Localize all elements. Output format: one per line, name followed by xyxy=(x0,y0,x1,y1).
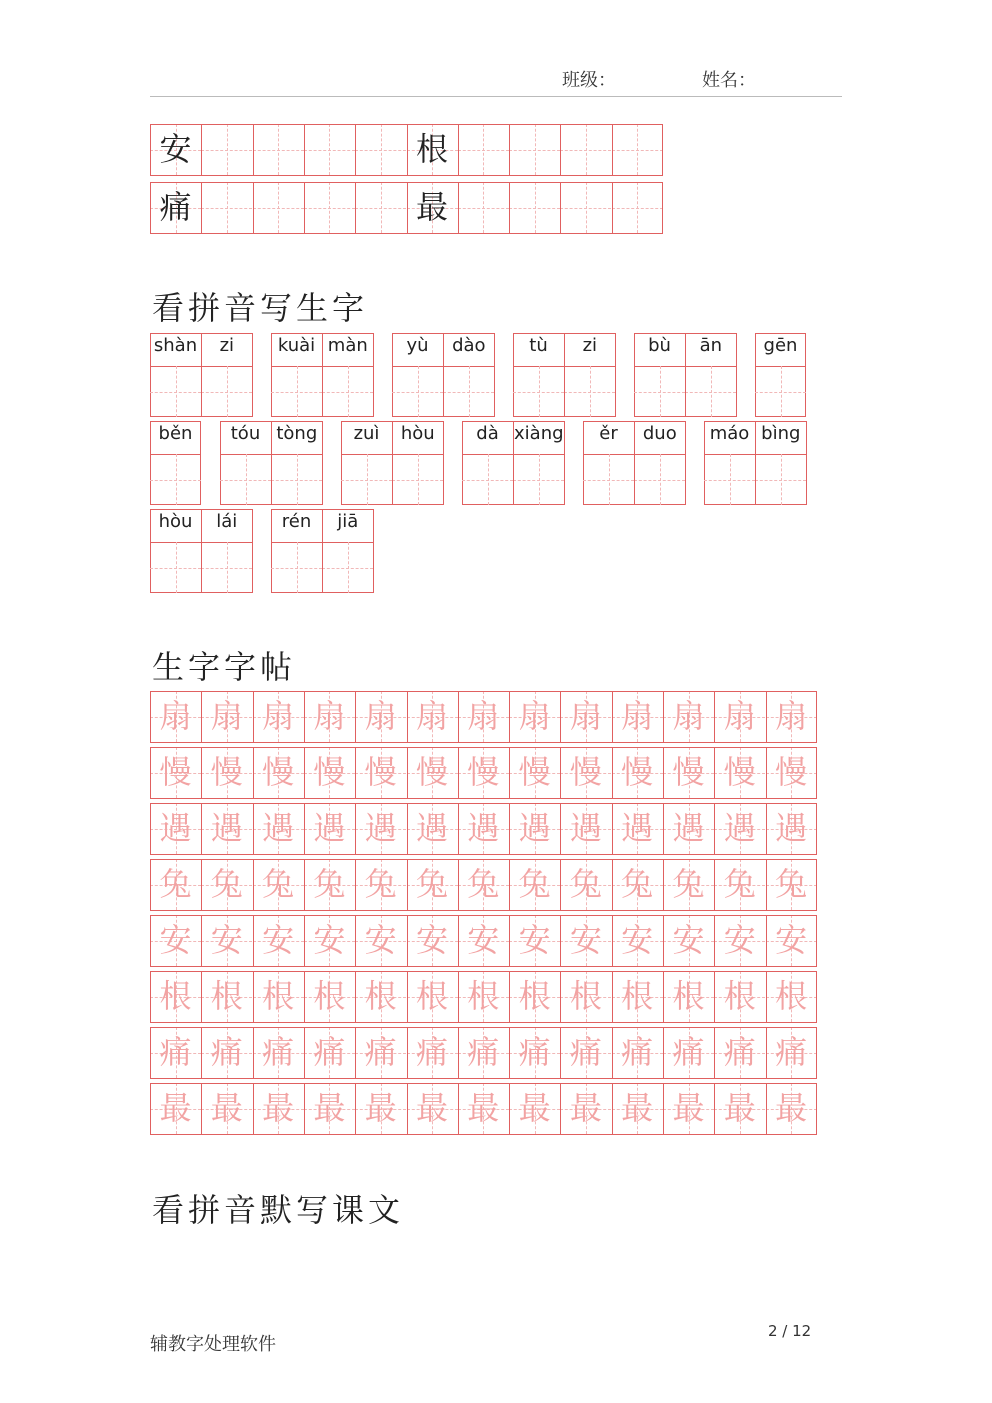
grid-cell xyxy=(150,366,201,417)
hanzi-char: 最 xyxy=(621,1089,654,1127)
grid-divider xyxy=(509,182,510,234)
grid-divider xyxy=(458,124,459,176)
grid-divider xyxy=(201,124,202,176)
grid-cell xyxy=(583,454,634,505)
hanzi-char: 根 xyxy=(364,977,397,1015)
hanzi-char: 安 xyxy=(775,921,808,959)
hanzi-char: 最 xyxy=(313,1089,346,1127)
hanzi-char: 安 xyxy=(672,921,705,959)
hanzi-char: 痛 xyxy=(518,1033,551,1071)
hanzi-char: 扇 xyxy=(723,697,756,735)
hanzi-char: 根 xyxy=(467,977,500,1015)
pinyin-syllable: ěr xyxy=(599,423,618,444)
pinyin-syllable: bìng xyxy=(761,423,801,444)
pinyin-syllable: hòu xyxy=(158,511,193,532)
hanzi-char: 遇 xyxy=(569,809,602,847)
hanzi-char: 安 xyxy=(467,921,500,959)
hanzi-char: 最 xyxy=(467,1089,500,1127)
hanzi-char: 扇 xyxy=(313,697,346,735)
grid-cell xyxy=(513,454,564,505)
hanzi-char: 兔 xyxy=(467,865,500,903)
pinyin-syllable: zi xyxy=(582,335,598,356)
hanzi-char: 兔 xyxy=(775,865,808,903)
hanzi-char: 慢 xyxy=(313,753,346,791)
pinyin-syllable: zuì xyxy=(353,423,380,444)
hanzi-char: 遇 xyxy=(723,809,756,847)
grid-divider xyxy=(458,182,459,234)
hanzi-char: 安 xyxy=(210,921,243,959)
hanzi-char: 痛 xyxy=(262,1033,295,1071)
hanzi-char: 痛 xyxy=(364,1033,397,1071)
hanzi-char: 安 xyxy=(159,921,192,959)
pinyin-syllable: xiàng xyxy=(514,423,564,444)
class-label: 班级： xyxy=(562,70,616,91)
grid-divider xyxy=(612,124,613,176)
hanzi-char: 最 xyxy=(672,1089,705,1127)
hanzi-char: 扇 xyxy=(518,697,551,735)
grid-divider xyxy=(304,124,305,176)
hanzi-char: 痛 xyxy=(621,1033,654,1071)
hanzi-char: 遇 xyxy=(775,809,808,847)
hanzi-char: 痛 xyxy=(467,1033,500,1071)
header-divider xyxy=(150,96,842,97)
pinyin-syllable: ān xyxy=(699,335,723,356)
hanzi-char: 安 xyxy=(518,921,551,959)
hanzi-char: 根 xyxy=(672,977,705,1015)
page-number: 2 / 12 xyxy=(768,1322,812,1340)
grid-cell xyxy=(755,454,806,505)
hanzi-char: 慢 xyxy=(159,753,192,791)
grid-divider xyxy=(509,124,510,176)
hanzi-char: 兔 xyxy=(518,865,551,903)
pinyin-syllable: zi xyxy=(219,335,235,356)
hanzi-char: 慢 xyxy=(723,753,756,791)
hanzi-char: 慢 xyxy=(569,753,602,791)
hanzi-char: 扇 xyxy=(364,697,397,735)
grid-divider xyxy=(253,182,254,234)
hanzi-char: 遇 xyxy=(518,809,551,847)
grid-cell xyxy=(341,454,392,505)
grid-divider xyxy=(355,124,356,176)
grid-divider xyxy=(612,182,613,234)
hanzi-char: 根 xyxy=(415,130,448,168)
hanzi-char: 遇 xyxy=(415,809,448,847)
hanzi-char: 最 xyxy=(569,1089,602,1127)
grid-cell xyxy=(685,366,736,417)
hanzi-char: 痛 xyxy=(210,1033,243,1071)
footer-software: 辅教字处理软件 xyxy=(150,1334,276,1355)
hanzi-char: 遇 xyxy=(313,809,346,847)
hanzi-char: 扇 xyxy=(159,697,192,735)
hanzi-char: 慢 xyxy=(415,753,448,791)
grid-cell xyxy=(322,366,373,417)
hanzi-char: 遇 xyxy=(467,809,500,847)
hanzi-char: 根 xyxy=(621,977,654,1015)
grid-divider xyxy=(201,182,202,234)
hanzi-char: 慢 xyxy=(364,753,397,791)
hanzi-char: 慢 xyxy=(467,753,500,791)
pinyin-syllable: dà xyxy=(476,423,499,444)
hanzi-char: 根 xyxy=(262,977,295,1015)
hanzi-char: 兔 xyxy=(672,865,705,903)
hanzi-char: 兔 xyxy=(313,865,346,903)
hanzi-char: 扇 xyxy=(672,697,705,735)
hanzi-char: 慢 xyxy=(775,753,808,791)
hanzi-char: 最 xyxy=(775,1089,808,1127)
hanzi-char: 扇 xyxy=(569,697,602,735)
pinyin-syllable: máo xyxy=(709,423,750,444)
pinyin-syllable: lái xyxy=(216,511,238,532)
hanzi-char: 最 xyxy=(723,1089,756,1127)
grid-cell xyxy=(271,454,322,505)
hanzi-char: 最 xyxy=(415,188,448,226)
hanzi-char: 痛 xyxy=(159,1033,192,1071)
hanzi-char: 根 xyxy=(518,977,551,1015)
hanzi-char: 遇 xyxy=(210,809,243,847)
hanzi-char: 慢 xyxy=(672,753,705,791)
hanzi-char: 遇 xyxy=(621,809,654,847)
grid-cell xyxy=(271,542,322,593)
pinyin-syllable: kuài xyxy=(277,335,316,356)
hanzi-char: 兔 xyxy=(415,865,448,903)
pinyin-syllable: hòu xyxy=(400,423,435,444)
hanzi-char: 最 xyxy=(415,1089,448,1127)
hanzi-char: 痛 xyxy=(415,1033,448,1071)
pinyin-syllable: dào xyxy=(452,335,486,356)
hanzi-char: 慢 xyxy=(621,753,654,791)
hanzi-char: 遇 xyxy=(262,809,295,847)
grid-divider xyxy=(560,182,561,234)
grid-cell xyxy=(564,366,615,417)
hanzi-char: 遇 xyxy=(159,809,192,847)
hanzi-char: 扇 xyxy=(621,697,654,735)
hanzi-char: 痛 xyxy=(672,1033,705,1071)
pinyin-syllable: yù xyxy=(406,335,429,356)
pinyin-syllable: gēn xyxy=(763,335,798,356)
hanzi-char: 根 xyxy=(210,977,243,1015)
pinyin-syllable: běn xyxy=(158,423,193,444)
grid-cell xyxy=(150,454,201,505)
hanzi-char: 安 xyxy=(364,921,397,959)
pinyin-syllable: bù xyxy=(648,335,671,356)
hanzi-char: 兔 xyxy=(723,865,756,903)
hanzi-char: 安 xyxy=(159,130,192,168)
hanzi-char: 最 xyxy=(364,1089,397,1127)
grid-cell xyxy=(634,366,685,417)
grid-cell xyxy=(513,366,564,417)
hanzi-char: 扇 xyxy=(262,697,295,735)
hanzi-char: 安 xyxy=(621,921,654,959)
pinyin-syllable: tòng xyxy=(276,423,318,444)
grid-cell xyxy=(201,366,252,417)
hanzi-char: 最 xyxy=(210,1089,243,1127)
pinyin-syllable: rén xyxy=(281,511,312,532)
hanzi-char: 兔 xyxy=(569,865,602,903)
grid-cell xyxy=(220,454,271,505)
section-title-pinyin: 看拼音写生字 xyxy=(152,289,369,327)
hanzi-char: 慢 xyxy=(210,753,243,791)
grid-cell xyxy=(462,454,513,505)
hanzi-char: 兔 xyxy=(364,865,397,903)
hanzi-char: 扇 xyxy=(210,697,243,735)
grid-cell xyxy=(443,366,494,417)
hanzi-char: 兔 xyxy=(621,865,654,903)
grid-cell xyxy=(150,542,201,593)
hanzi-char: 根 xyxy=(415,977,448,1015)
hanzi-char: 慢 xyxy=(262,753,295,791)
hanzi-char: 安 xyxy=(569,921,602,959)
hanzi-char: 根 xyxy=(569,977,602,1015)
hanzi-char: 根 xyxy=(723,977,756,1015)
grid-cell xyxy=(704,454,755,505)
hanzi-char: 最 xyxy=(518,1089,551,1127)
grid-cell xyxy=(392,366,443,417)
hanzi-char: 兔 xyxy=(159,865,192,903)
hanzi-char: 痛 xyxy=(775,1033,808,1071)
grid-cell xyxy=(201,542,252,593)
hanzi-char: 根 xyxy=(313,977,346,1015)
pinyin-syllable: jiā xyxy=(337,511,359,532)
hanzi-char: 痛 xyxy=(723,1033,756,1071)
hanzi-char: 安 xyxy=(415,921,448,959)
hanzi-char: 慢 xyxy=(518,753,551,791)
hanzi-char: 扇 xyxy=(415,697,448,735)
hanzi-char: 扇 xyxy=(467,697,500,735)
hanzi-char: 根 xyxy=(159,977,192,1015)
hanzi-char: 兔 xyxy=(210,865,243,903)
grid-divider xyxy=(355,182,356,234)
hanzi-char: 痛 xyxy=(159,188,192,226)
section-title-copybook: 生字字帖 xyxy=(152,648,297,686)
hanzi-char: 痛 xyxy=(569,1033,602,1071)
hanzi-char: 安 xyxy=(262,921,295,959)
grid-cell xyxy=(634,454,685,505)
grid-divider xyxy=(253,124,254,176)
pinyin-syllable: tóu xyxy=(230,423,261,444)
pinyin-syllable: màn xyxy=(327,335,368,356)
grid-cell xyxy=(392,454,443,505)
hanzi-char: 最 xyxy=(159,1089,192,1127)
hanzi-char: 扇 xyxy=(775,697,808,735)
grid-divider xyxy=(560,124,561,176)
pinyin-syllable: tù xyxy=(529,335,548,356)
hanzi-char: 兔 xyxy=(262,865,295,903)
grid-cell xyxy=(271,366,322,417)
pinyin-syllable: duo xyxy=(642,423,677,444)
hanzi-char: 最 xyxy=(262,1089,295,1127)
grid-divider xyxy=(304,182,305,234)
hanzi-char: 遇 xyxy=(672,809,705,847)
pinyin-syllable: shàn xyxy=(153,335,198,356)
hanzi-char: 痛 xyxy=(313,1033,346,1071)
hanzi-char: 遇 xyxy=(364,809,397,847)
section-title-dictation: 看拼音默写课文 xyxy=(152,1191,405,1229)
grid-cell xyxy=(322,542,373,593)
hanzi-char: 根 xyxy=(775,977,808,1015)
grid-cell xyxy=(755,366,806,417)
hanzi-char: 安 xyxy=(723,921,756,959)
name-label: 姓名： xyxy=(702,70,756,91)
hanzi-char: 安 xyxy=(313,921,346,959)
